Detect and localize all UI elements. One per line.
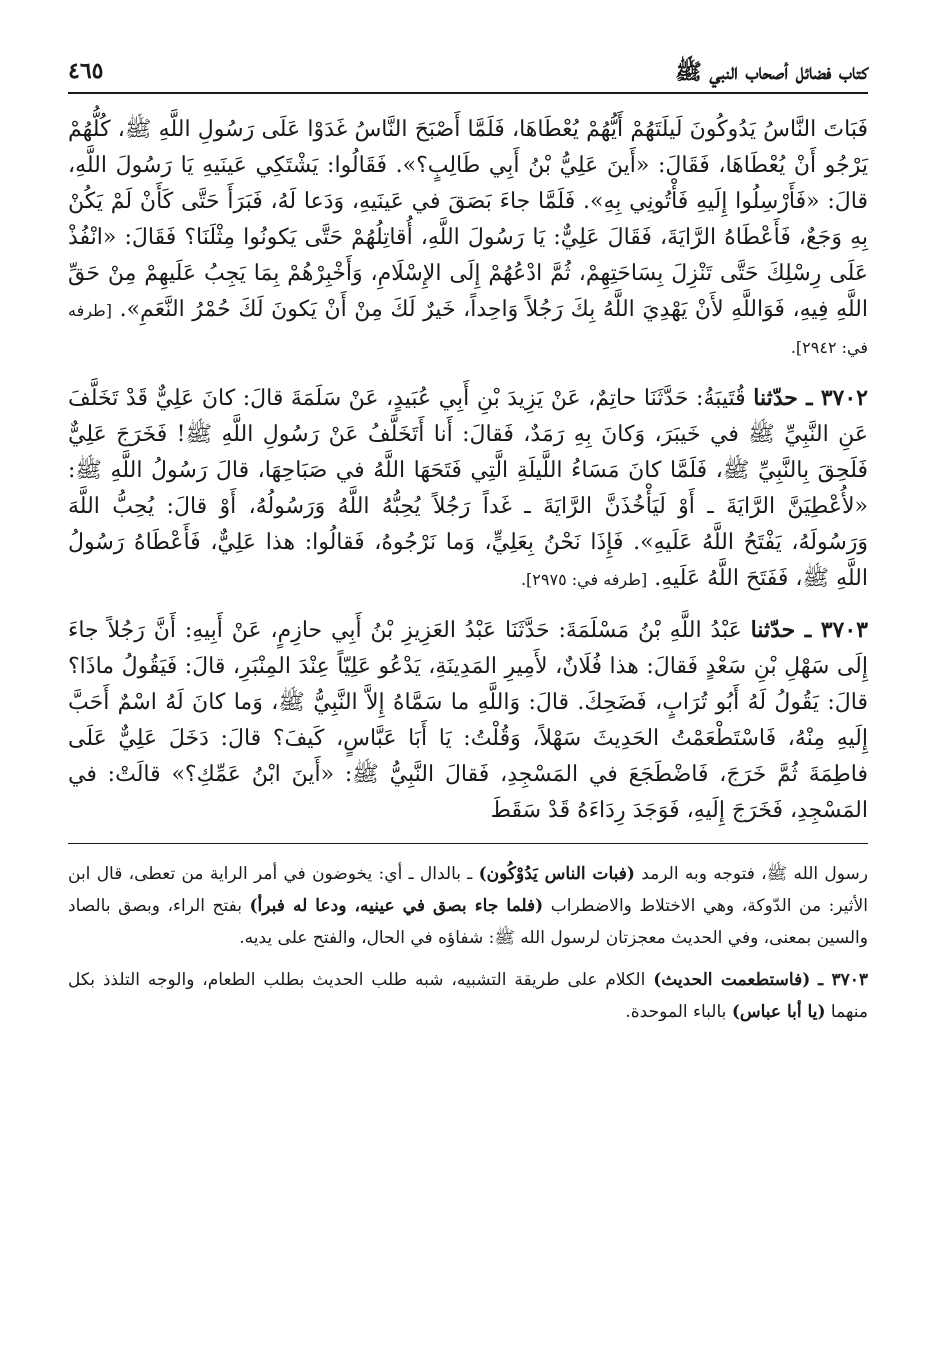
hadith-text: فَبَاتَ النَّاسُ يَدُوكُونَ لَيلَتَهُمْ أَيُّهُمْ يُعْطَاهَا، فَلَمَّا أَصْبَحَ النَّاسُ غَدَوْا عَلَى رَسُولِ اللَّهِ ﷺ، كُلُّهُمْ يَرْجُو أَنْ يُعْطَاهَا، فَقَالَ: «أَينَ عَلِيُّ بْنُ أَبِي طَالِبٍ؟». فَقَالُوا: يَشْتَكِي عَينَيهِ يَا رَسُولَ اللَّهِ، قالَ: «فَأَرْسِلُوا إِلَيهِ فَأْتُونِي بِهِ». فَلَمَّا جاءَ بَصَقَ في عَينَيهِ، وَدَعا لَهُ، فَبَرَأَ حَتَّى كَأَنْ لَمْ يَكُنْ بِهِ وَجَعٌ، فَأَعْطَاهُ الرَّايَةَ، فَقَالَ عَلِيٌّ: يَا رَسُولَ اللَّهِ، أُقاتِلُهُمْ حَتَّى يَكونُوا مِثْلَنَا؟ فَقَالَ: «انْفُذْ عَلَى رِسْلِكَ حَتَّى تَنْزِلَ بِسَاحَتِهِمْ، ثُمَّ ادْعُهُمْ إِلَى الإِسْلَامِ، وَأَخْبِرْهُمْ بِمَا يَجِبُ عَلَيهِمْ مِنْ حَقِّ اللَّهِ فِيهِ، فَوَاللَّهِ لأَنْ يَهْدِيَ اللَّهُ بِكَ رَجُلاً وَاحِداً، خَيرٌ لَكَ مِنْ أَنْ يَكونَ لَكَ حُمْرُ النَّعَمِ». bbox=[68, 117, 868, 322]
note-text: رسول الله ﷺ، فتوجه وبه الرمد bbox=[641, 864, 869, 884]
note-text: ـ بالدال ـ أي: يخوضون في أمر الراية من تعطى، قال ابن الأثير: من الدّوكة، وهي الاختلاط والاضطراب bbox=[68, 864, 868, 916]
hadith-continuation bbox=[68, 112, 868, 366]
commentary-notes bbox=[68, 858, 868, 1028]
main-text bbox=[68, 112, 868, 829]
note-3703 bbox=[68, 964, 868, 1028]
book-page bbox=[68, 52, 868, 1342]
note-number: ٣٧٠٣ ـ bbox=[818, 970, 869, 990]
hadith-number: ٣٧٠٣ ـ حدّثنا bbox=[750, 617, 868, 643]
note-text: الكلام على طريقة التشبيه، شبه طلب الحديث بطلب الطعام، والوجه التلذذ بكل منهما bbox=[68, 970, 868, 1022]
hadith-3703 bbox=[68, 612, 868, 829]
note-quote: (فلما جاء بصق في عينيه، ودعا له فبرأ) bbox=[249, 896, 544, 916]
hadith-text: قُتَيبَةُ: حَدَّثَنَا حاتِمٌ، عَنْ يَزِيدَ بْنِ أَبِي عُبَيدٍ، عَنْ سَلَمَةَ قالَ: كانَ عَلِيٌّ قَدْ تَخَلَّفَ عَنِ النَّبِيِّ ﷺ في خَيبَرَ، وَكانَ بِهِ رَمَدٌ، فَقالَ: أَنا أَتَخَلَّفُ عَنْ رَسُولِ اللَّهِ ﷺ! فَخَرَجَ عَلِيٌّ فَلَحِقَ بِالنَّبِيِّ ﷺ، فَلَمَّا كانَ مَسَاءُ اللَّيلَةِ الَّتِي فَتَحَهَا اللَّهُ في صَبَاحِهَا، قالَ رَسُولُ اللَّهِ ﷺ: «لأُعْطِيَنَّ الرَّايَةَ ـ أَوْ لَيَأْخُذَنَّ الرَّايَةَ ـ غَداً رَجُلاً يُحِبُّهُ اللَّهُ وَرَسُولُهُ، أَوْ قالَ: يُحِبُّ اللَّهَ وَرَسُولَهُ، يَفْتَحُ اللَّهُ عَلَيهِ». فَإِذَا نَحْنُ بِعَلِيٍّ، وَما نَرْجُوهُ، فَقالُوا: هذا عَلِيٌّ، فَأَعْطَاهُ رَسُولُ اللَّهِ ﷺ، فَفَتَحَ اللَّهُ عَلَيهِ. bbox=[68, 386, 868, 591]
book-title: كتاب فضائل أصحاب النبي ﷺ bbox=[675, 59, 868, 85]
cross-reference: [طرفه في: ٢٩٧٥]. bbox=[520, 570, 648, 589]
running-header bbox=[68, 52, 868, 94]
hadith-number: ٣٧٠٢ ـ حدّثنا bbox=[753, 385, 868, 411]
note-quote: (فاستطعمت الحديث) bbox=[653, 970, 811, 990]
note-quote: (يا أبا عباس) bbox=[731, 1002, 826, 1022]
footnote-separator bbox=[68, 843, 868, 844]
hadith-text: عَبْدُ اللَّهِ بْنُ مَسْلَمَةَ: حَدَّثَنَا عَبْدُ العَزِيزِ بْنُ أَبِي حازِمٍ، عَنْ أَبِيهِ: أَنَّ رَجُلاً جاءَ إِلَى سَهْلِ بْنِ سَعْدٍ فَقالَ: هذا فُلَانٌ، لأَمِيرِ المَدِينَةِ، يَدْعُو عَلِيّاً عِنْدَ المِنْبَرِ، قالَ: فَيَقُولُ ماذَا؟ قالَ: يَقُولُ لَهُ أَبُو تُرَابٍ، فَضَحِكَ. قالَ: وَاللَّهِ ما سَمَّاهُ إِلاَّ النَّبِيُّ ﷺ، وَما كانَ لَهُ اسْمٌ أَحَبَّ إِلَيهِ مِنْهُ، فَاسْتَطْعَمْتُ الحَدِيثَ سَهْلاً، وَقُلْتُ: يَا أَبَا عَبَّاسٍ، كَيفَ؟ قالَ: دَخَلَ عَلِيٌّ عَلَى فاطِمَةَ ثُمَّ خَرَجَ، فَاضْطَجَعَ في المَسْجِدِ، فَقالَ النَّبِيُّ ﷺ: «أَينَ ابْنُ عَمِّكِ؟» قالَتْ: في المَسْجِدِ، فَخَرَجَ إِلَيهِ، فَوَجَدَ رِدَاءَهُ قَدْ سَقَطَ bbox=[68, 618, 868, 823]
cross-reference: [طرفه في: ٢٩٤٢]. bbox=[68, 301, 868, 357]
note-quote: (فبات الناس يَدُوْكُون) bbox=[478, 864, 635, 884]
note-3702 bbox=[68, 858, 868, 954]
note-text: بفتح الراء، وبصق بالصاد والسين بمعنى، وفي الحديث معجزتان لرسول الله ﷺ: شفاؤه في الحال، والفتح على يديه. bbox=[68, 896, 868, 948]
page-number: ٤٦٥ bbox=[68, 58, 104, 84]
hadith-3702 bbox=[68, 380, 868, 598]
note-text: بالباء الموحدة. bbox=[625, 1002, 727, 1022]
